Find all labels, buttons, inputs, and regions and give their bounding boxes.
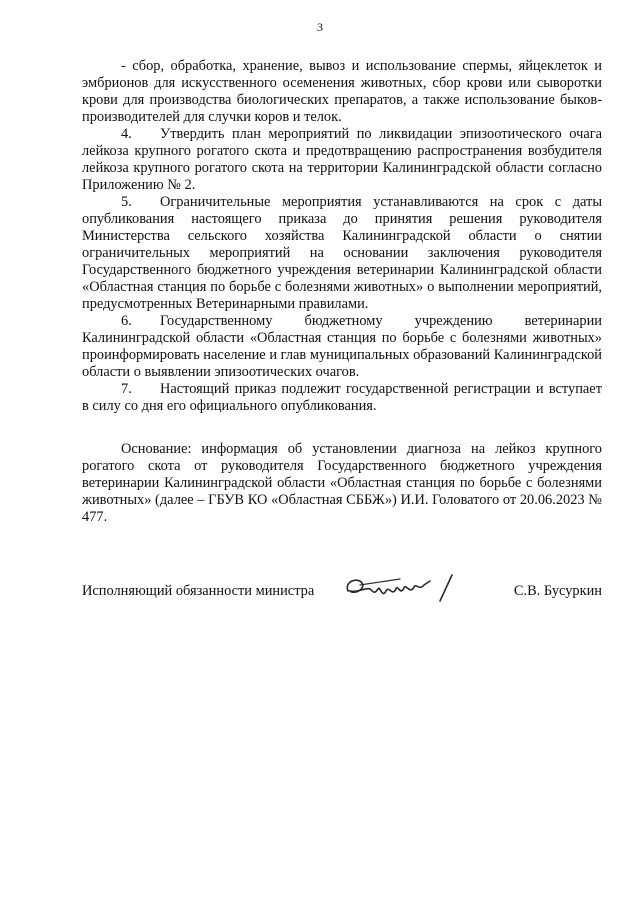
paragraph-text: Ограничительные мероприятия устанавливаются на срок с даты опубликования настоящего приказа до принятия решения руководителя Министерства сельского хозяйства Калининградской области о снятии ограничительных мероприятий на основании заключения руководителя Государственного бюджетного учреждения ветеринарии Калининградской области «Областная станция по борьбе с болезнями животных» о выполнении мероприятий, предусмотренных Ветеринарными правилами. bbox=[82, 194, 602, 312]
paragraph-5 bbox=[82, 194, 602, 313]
paragraph-4 bbox=[82, 126, 602, 194]
paragraph-text: - сбор, обработка, хранение, вывоз и использование спермы, яйцеклеток и эмбрионов для искусственного осеменения животных, сбор крови или сыворотки крови для производства биологических препаратов, а также использование быков-производителей для случки коров и телок. bbox=[82, 58, 602, 125]
paragraph-number: 7. bbox=[121, 381, 132, 397]
signature-block bbox=[82, 579, 602, 609]
paragraph-number: 6. bbox=[121, 313, 132, 329]
basis-note: Основание: информация об установлении диагноза на лейкоз крупного рогатого скота от руководителя Государственного бюджетного учреждения ветеринарии Калининградской области «Областная станция по борьбе с болезнями животных» (далее – ГБУВ КО «Областная СББЖ») И.И. Головатого от 20.06.2023 № 477. bbox=[82, 441, 602, 525]
signatory-title: Исполняющий обязанности министра bbox=[82, 583, 315, 599]
page-number: 3 bbox=[317, 20, 323, 34]
document-body bbox=[82, 58, 602, 415]
paragraph-7 bbox=[82, 381, 602, 415]
paragraph-number: 5. bbox=[121, 194, 132, 210]
signatory-name: С.В. Бусуркин bbox=[513, 583, 602, 599]
paragraph-text: Настоящий приказ подлежит государственной регистрации и вступает в силу со дня его официального опубликования. bbox=[82, 381, 602, 414]
paragraph-text: Утвердить план мероприятий по ликвидации эпизоотического очага лейкоза крупного рогатого скота и предотвращению распространения возбудителя лейкоза крупного рогатого скота на территории Калининградской области согласно Приложению № 2. bbox=[82, 126, 602, 193]
paragraph-text: Государственному бюджетному учреждению ветеринарии Калининградской области «Областная станция по борьбе с болезнями животных» проинформировать население и глав муниципальных образований Калининградской области о выявлении эпизоотических очагов. bbox=[82, 313, 602, 380]
paragraph-number: 4. bbox=[121, 126, 132, 142]
paragraph-6 bbox=[82, 313, 602, 381]
paragraph-bullet bbox=[82, 58, 602, 126]
handwritten-signature bbox=[340, 569, 470, 607]
